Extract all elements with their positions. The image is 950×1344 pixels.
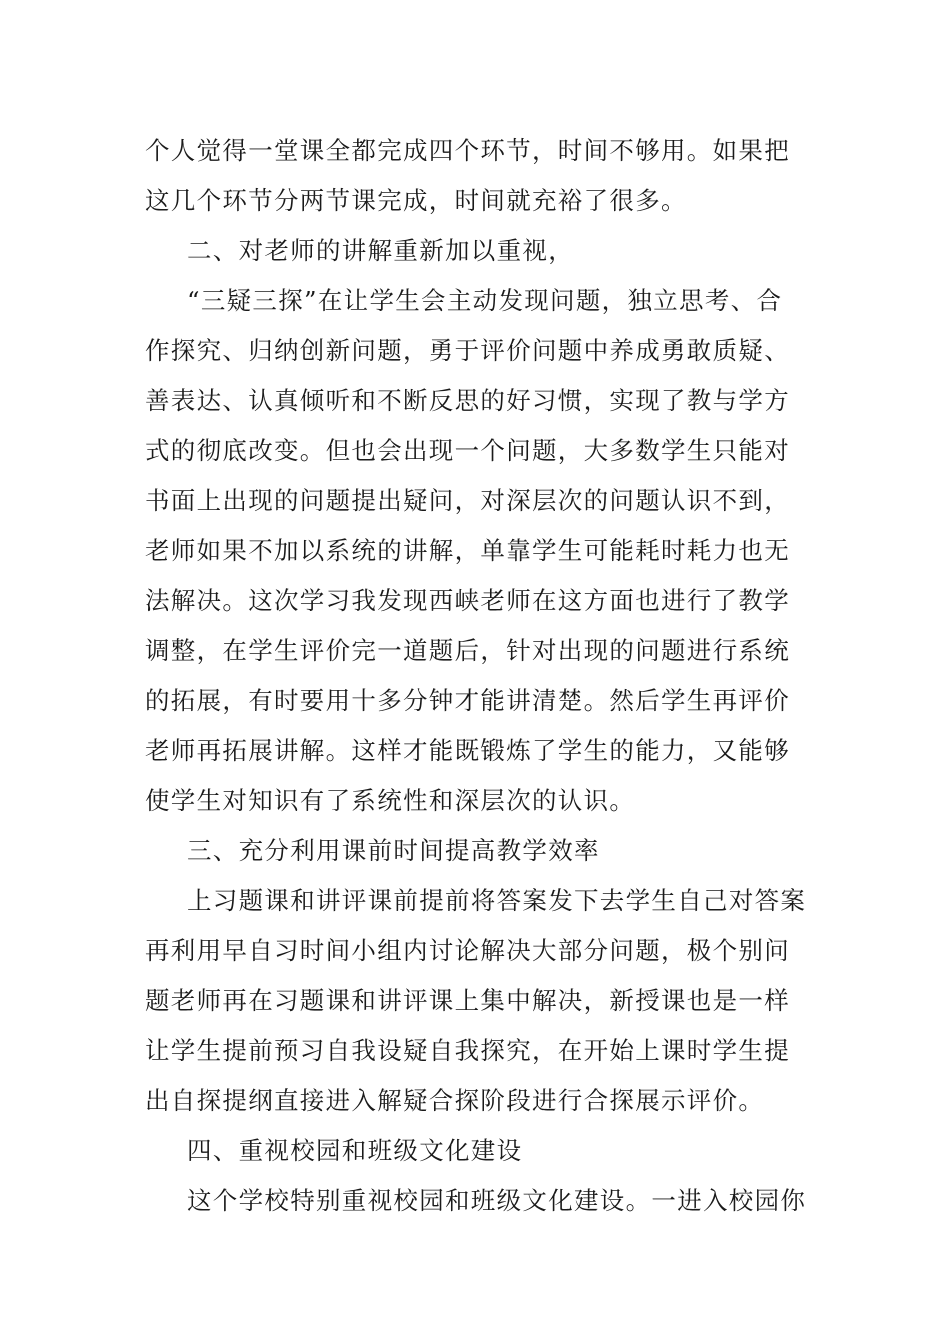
- paragraph-line: 老师再拓展讲解。这样才能既锻炼了学生的能力，又能够: [145, 736, 790, 765]
- paragraph-line: 老师如果不加以系统的讲解，单靠学生可能耗时耗力也无: [145, 536, 790, 565]
- paragraph-line: 让学生提前预习自我设疑自我探究，在开始上课时学生提: [145, 1036, 790, 1065]
- document-body: [145, 126, 810, 1226]
- paragraph-line: 使学生对知识有了系统性和深层次的认识。: [145, 786, 636, 815]
- paragraph-line: 题老师再在习题课和讲评课上集中解决，新授课也是一样: [145, 986, 790, 1015]
- paragraph-line: 法解决。这次学习我发现西峡老师在这方面也进行了教学: [145, 586, 790, 615]
- paragraph-line: 出自探提纲直接进入解疑合探阶段进行合探展示评价。: [145, 1086, 765, 1115]
- paragraph-line: 善表达、认真倾听和不断反思的好习惯，实现了教与学方: [145, 386, 790, 415]
- paragraph-line: 式的彻底改变。但也会出现一个问题，大多数学生只能对: [145, 436, 790, 465]
- section-heading-2: 二、对老师的讲解重新加以重视，: [187, 236, 574, 265]
- paragraph-line: 个人觉得一堂课全都完成四个环节，时间不够用。如果把: [145, 136, 790, 165]
- paragraph-line: 这几个环节分两节课完成，时间就充裕了很多。: [145, 186, 687, 215]
- paragraph-line: 调整，在学生评价完一道题后，针对出现的问题进行系统: [145, 636, 790, 665]
- section-heading-4: 四、重视校园和班级文化建设: [187, 1136, 523, 1165]
- paragraph-line: 这个学校特别重视校园和班级文化建设。一进入校园你: [187, 1186, 807, 1215]
- paragraph-line: 书面上出现的问题提出疑问，对深层次的问题认识不到，: [145, 486, 790, 515]
- paragraph-line: 再利用早自习时间小组内讨论解决大部分问题，极个别问: [145, 936, 790, 965]
- paragraph-line: 的拓展，有时要用十多分钟才能讲清楚。然后学生再评价: [145, 686, 790, 715]
- section-heading-3: 三、充分利用课前时间提高教学效率: [187, 836, 600, 865]
- paragraph-line: “三疑三探”在让学生会主动发现问题，独立思考、合: [187, 286, 783, 315]
- paragraph-line: 作探究、归纳创新问题，勇于评价问题中养成勇敢质疑、: [145, 336, 790, 365]
- paragraph-line: 上习题课和讲评课前提前将答案发下去学生自己对答案: [187, 886, 807, 915]
